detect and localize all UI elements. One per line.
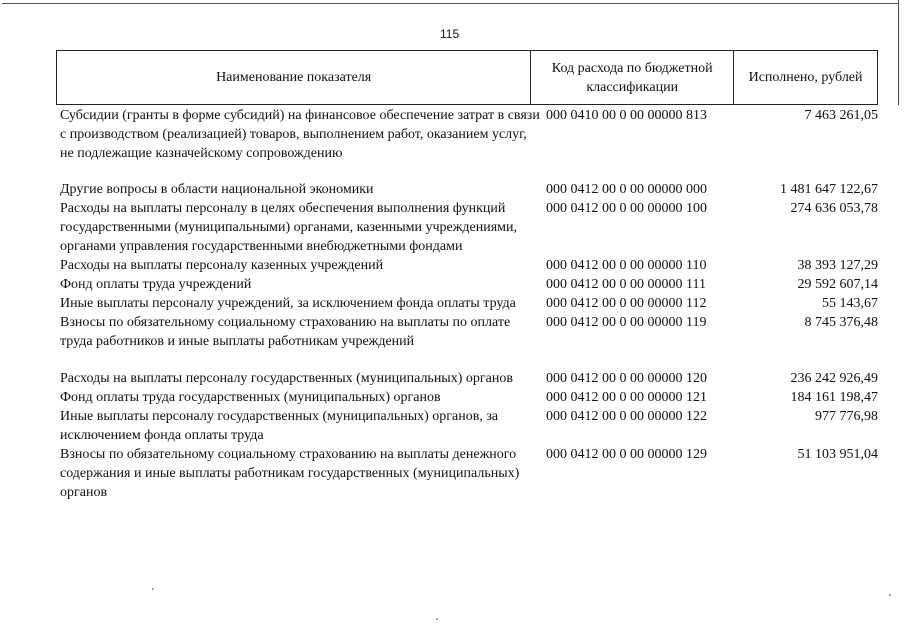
row-name: Другие вопросы в области национальной экономики: [60, 182, 374, 197]
row-spacer: [60, 351, 878, 369]
table-row: [60, 256, 878, 275]
header-code: Код расхода по бюджетной классификации: [531, 51, 734, 105]
scan-speck: [436, 618, 438, 620]
row-code: 000 0412 00 0 00 00000 000: [546, 182, 707, 197]
row-code: 000 0412 00 0 00 00000 129: [546, 447, 707, 462]
table-row: [60, 106, 878, 163]
row-name: Расходы на выплаты персоналу государственных (муниципальных) органов: [60, 371, 513, 386]
row-amount: 274 636 053,78: [790, 201, 878, 216]
table-row: [60, 369, 878, 388]
row-name: Фонд оплаты труда учреждений: [60, 277, 252, 292]
table-row: [60, 445, 878, 502]
row-code: 000 0412 00 0 00 00000 120: [546, 371, 707, 386]
table-row: [60, 275, 878, 294]
top-border-line: [2, 3, 899, 4]
table-row: [60, 294, 878, 313]
row-name: Фонд оплаты труда государственных (муниципальных) органов: [60, 390, 441, 405]
row-amount: 236 242 926,49: [790, 371, 878, 386]
header-amount: Исполнено, рублей: [734, 51, 878, 105]
table-body: [60, 106, 878, 502]
table-row: [60, 313, 878, 351]
row-amount: 1 481 647 122,67: [780, 182, 878, 197]
row-amount: 8 745 376,48: [804, 315, 878, 330]
row-name: Иные выплаты персоналу государственных (муниципальных) органов, за исключением фонда оплаты труда: [60, 409, 499, 443]
row-name: Расходы на выплаты персоналу в целях обеспечения выполнения функций государственными (муниципальными) органами, казенными учреждениями, органами управления государственными внебюджетными фондами: [60, 201, 517, 254]
row-name: Субсидии (гранты в форме субсидий) на финансовое обеспечение затрат в связи с производством (реализацией) товаров, выполнением работ, оказанием услуг, не подлежащие казначейскому сопровождению: [60, 108, 540, 161]
row-name: Иные выплаты персоналу учреждений, за исключением фонда оплаты труда: [60, 296, 516, 311]
page-number: 115: [440, 27, 460, 41]
table-row: [60, 199, 878, 256]
row-amount: 55 143,67: [822, 296, 878, 311]
row-amount: 38 393 127,29: [797, 258, 878, 273]
row-code: 000 0412 00 0 00 00000 111: [546, 277, 706, 292]
table-header: [56, 50, 878, 105]
row-name: Взносы по обязательному социальному страхованию на выплаты по оплате труда работников и иные выплаты работникам учреждений: [60, 315, 511, 349]
row-name: Расходы на выплаты персоналу казенных учреждений: [60, 258, 384, 273]
row-amount: 977 776,98: [815, 409, 878, 424]
right-border-line: [898, 0, 899, 105]
row-code: 000 0412 00 0 00 00000 119: [546, 315, 707, 330]
row-amount: 184 161 198,47: [790, 390, 878, 405]
row-code: 000 0412 00 0 00 00000 110: [546, 258, 707, 273]
table-row: [60, 180, 878, 199]
row-code: 000 0412 00 0 00 00000 112: [546, 296, 707, 311]
header-name: Наименование показателя: [57, 51, 531, 105]
row-amount: 51 103 951,04: [797, 447, 878, 462]
row-code: 000 0412 00 0 00 00000 121: [546, 390, 707, 405]
row-code: 000 0410 00 0 00 00000 813: [546, 108, 707, 123]
row-name: Взносы по обязательному социальному страхованию на выплаты денежного содержания и иные выплаты работникам государственных (муниципальных) органов: [60, 447, 520, 500]
scan-speck: [889, 594, 891, 596]
row-amount: 7 463 261,05: [804, 108, 878, 123]
row-spacer: [60, 163, 878, 180]
table-row: [60, 388, 878, 407]
row-code: 000 0412 00 0 00 00000 100: [546, 201, 707, 216]
row-code: 000 0412 00 0 00 00000 122: [546, 409, 707, 424]
scan-speck: [152, 588, 154, 590]
table-row: [60, 407, 878, 445]
row-amount: 29 592 607,14: [797, 277, 878, 292]
